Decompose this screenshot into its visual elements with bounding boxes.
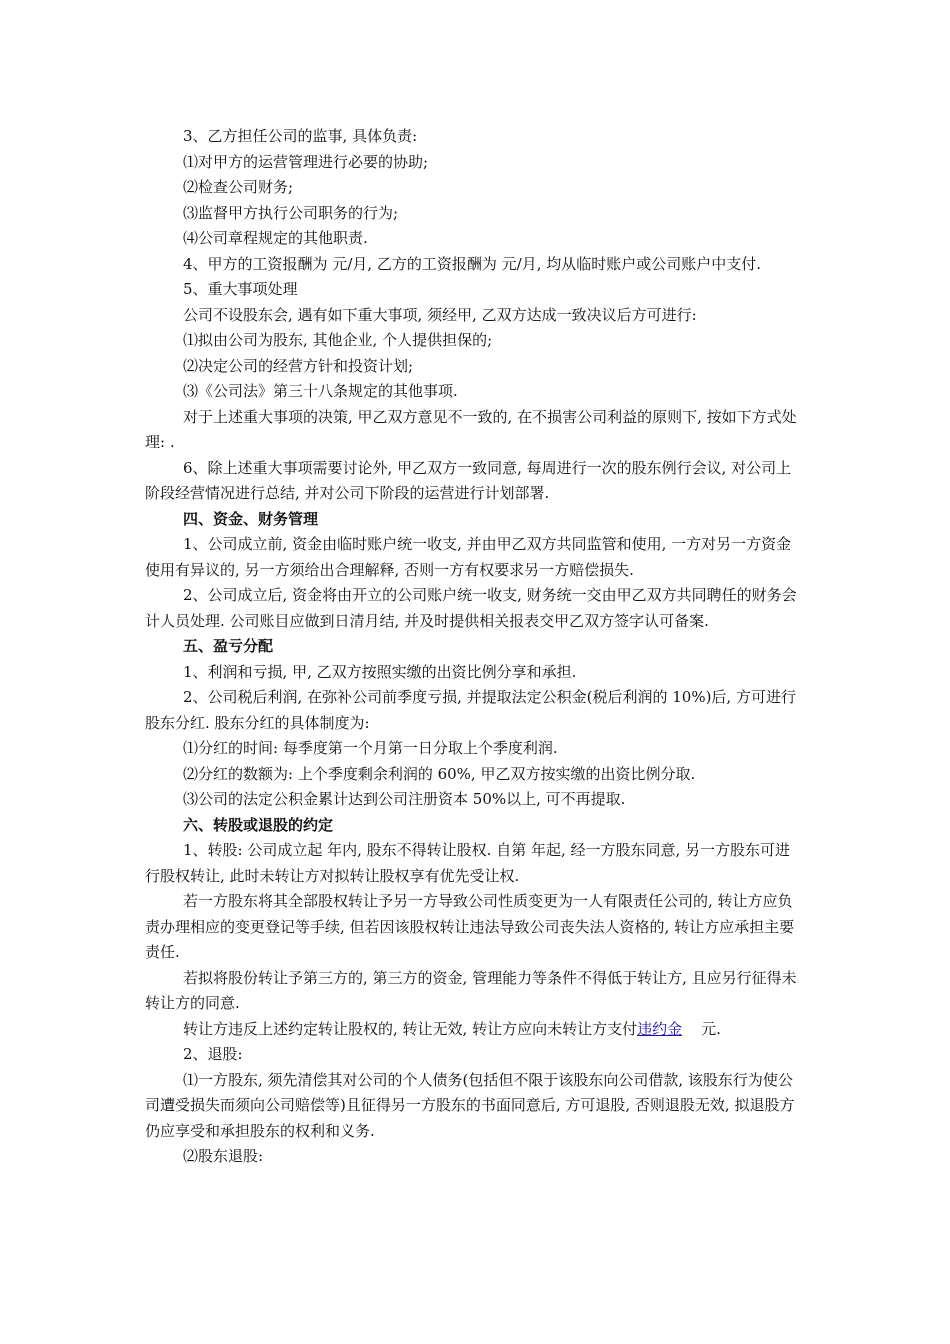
paragraph: ⑴对甲方的运营管理进行必要的协助; (183, 152, 429, 171)
paragraph: ⑴分红的时间: 每季度第一个月第一日分取上个季度利润. (183, 739, 558, 757)
section-heading: 六、转股或退股的约定 (183, 815, 334, 834)
paragraph: 4、甲方的工资报酬为 元/月, 乙方的工资报酬为 元/月, 均从临时账户或公司账户中支付. (183, 254, 762, 273)
paragraph: 2、公司成立后, 资金将由开立的公司账户统一收支, 财务统一交由甲乙双方共同聘任的财务会计人员处理. 公司账目应做到日清月结, 并及时提供相关报表交甲乙双方签字认可备案. (145, 586, 797, 630)
paragraph: 1、利润和亏损, 甲, 乙双方按照实缴的出资比例分享和承担. (183, 662, 577, 681)
paragraph: 6、除上述重大事项需要讨论外, 甲乙双方一致同意, 每周进行一次的股东例行会议, 对公司上阶段经营情况进行总结, 并对公司下阶段的运营进行计划部署. (145, 458, 792, 502)
paragraph: ⑴拟由公司为股东, 其他企业, 个人提供担保的; (183, 331, 493, 349)
paragraph: 1、公司成立前, 资金由临时账户统一收支, 并由甲乙双方共同监管和使用, 一方对另一方资金使用有异议的, 另一方须给出合理解释, 否则一方有权要求另一方赔偿损失. (145, 535, 792, 579)
paragraph: ⑵分红的数额为: 上个季度剩余利润的 60%, 甲乙双方按实缴的出资比例分取. (183, 764, 696, 783)
paragraph: 对于上述重大事项的决策, 甲乙双方意见不一致的, 在不损害公司利益的原则下, 按如下方式处理: . (145, 407, 797, 451)
paragraph: 1、转股: 公司成立起 年内, 股东不得转让股权. 自第 年起, 经一方股东同意, 另一方股东可进行股权转让, 此时未转让方对拟转让股权享有优先受让权. (145, 841, 791, 885)
section-heading: 五、盈亏分配 (183, 637, 274, 655)
paragraph: ⑶公司的法定公积金累计达到公司注册资本 50%以上, 可不再提取. (183, 790, 626, 808)
paragraph: 若拟将股份转让予第三方的, 第三方的资金, 管理能力等条件不得低于转让方, 且应另行征得未转让方的同意. (145, 968, 797, 1012)
paragraph-text: 转让方违反上述约定转让股权的, 转让无效, 转让方应向未转让方支付 (183, 1019, 638, 1038)
paragraph: ⑵股东退股: (183, 1147, 264, 1165)
paragraph-text: 元. (682, 1019, 721, 1038)
paragraph: ⑵决定公司的经营方针和投资计划; (183, 356, 414, 375)
paragraph: ⑴一方股东, 须先清偿其对公司的个人债务(包括但不限于该股东向公司借款, 该股东行为使公司遭受损失而须向公司赔偿等)且征得另一方股东的书面同意后, 方可退股, 否则退股无效, 拟退股方仍应享受和承担股东的权利和义务. (145, 1070, 795, 1140)
paragraph: 若一方股东将其全部股权转让予另一方导致公司性质变更为一人有限责任公司的, 转让方应负责办理相应的变更登记等手续, 但若因该股权转让违法导致公司丧失法人资格的, 转让方应承担主要责任. (145, 892, 795, 961)
paragraph: 2、公司税后利润, 在弥补公司前季度亏损, 并提取法定公积金(税后利润的 10%)后, 方可进行股东分红. 股东分红的具体制度为: (145, 688, 796, 732)
document-body (145, 124, 805, 1170)
paragraph: 5、重大事项处理 (183, 280, 298, 298)
paragraph: 2、退股: (183, 1045, 243, 1063)
paragraph: ⑷公司章程规定的其他职责. (183, 229, 368, 247)
paragraph: 3、乙方担任公司的监事, 具体负责: (183, 127, 418, 145)
paragraph-with-link (145, 1017, 805, 1043)
paragraph: ⑵检查公司财务; (183, 178, 294, 196)
penalty-link[interactable]: 违约金 (637, 1019, 683, 1038)
paragraph: 公司不设股东会, 遇有如下重大事项, 须经甲, 乙双方达成一致决议后方可进行: (183, 305, 697, 324)
section-heading: 四、资金、财务管理 (183, 509, 319, 528)
paragraph: ⑶《公司法》第三十八条规定的其他事项. (183, 382, 458, 400)
paragraph: ⑶监督甲方执行公司职务的行为; (183, 203, 399, 222)
